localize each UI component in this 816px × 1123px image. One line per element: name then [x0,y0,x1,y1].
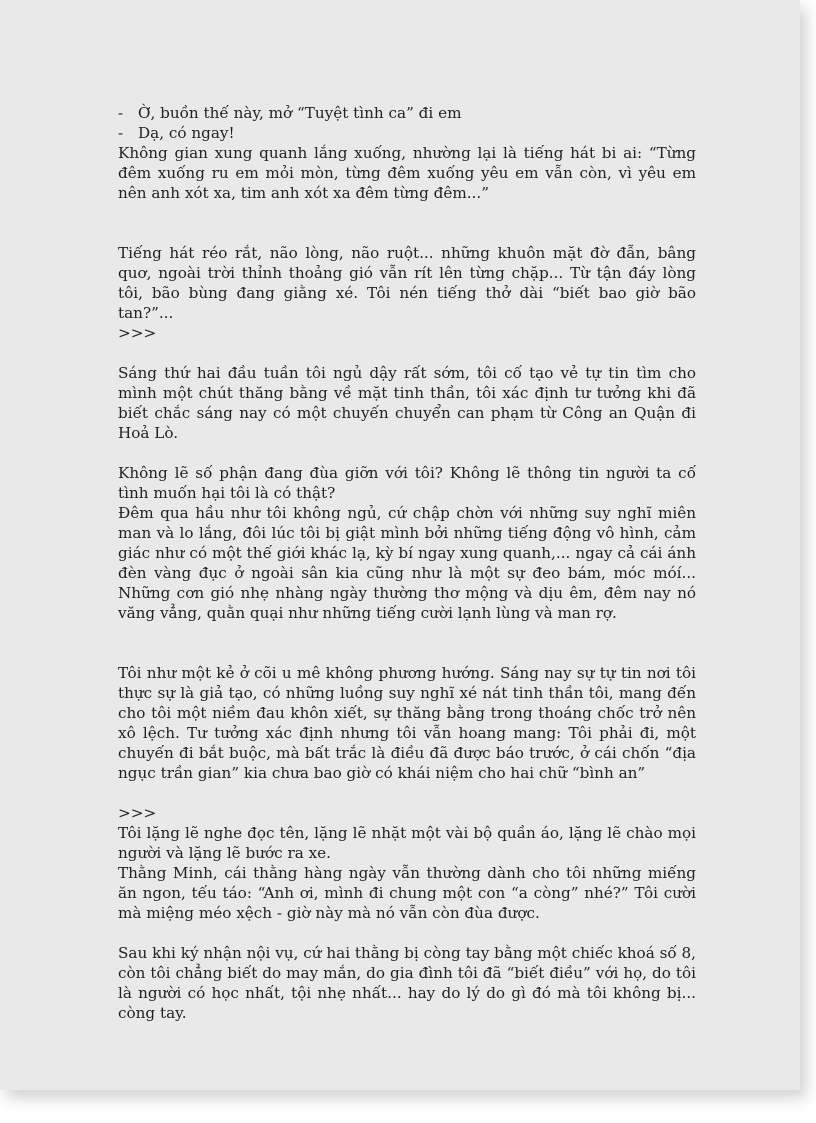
paragraph: >>> [118,324,157,342]
paragraph-spacer [118,203,696,243]
paragraph-spacer [118,343,696,363]
paragraph-spacer [118,443,696,463]
dialogue-line: - Dạ, có ngay! [118,123,696,143]
paragraph: Tôi lặng lẽ nghe đọc tên, lặng lẽ nhặt một vài bộ quần áo, lặng lẽ chào mọi người và lặng lẽ bước ra xe. [118,824,696,862]
paragraph: Sáng thứ hai đầu tuần tôi ngủ dậy rất sớm, tôi cố tạo vẻ tự tin tìm cho mình một chút thăng bằng về mặt tinh thần, tôi xác định tư tưởng khi đã biết chắc sáng nay có một chuyến chuyển can phạm từ Công an Quận đi Hoả Lò. [118,364,696,442]
paragraph-spacer [118,623,696,663]
paragraph: Không lẽ số phận đang đùa giỡn với tôi? Không lẽ thông tin người ta cố tình muốn hại tôi là có thật? [118,464,696,502]
dialogue-line: - Ờ, buồn thế này, mở “Tuyệt tình ca” đi em [118,103,696,123]
paragraph: Sau khi ký nhận nội vụ, cứ hai thằng bị còng tay bằng một chiếc khoá số 8, còn tôi chẳng biết do may mắn, do gia đình tôi đã “biết điều” với họ, do tôi là người có học nhất, tội nhẹ nhất... hay do lý do gì đó mà tôi không bị... còng tay. [118,944,696,1022]
paragraph: Tiếng hát réo rắt, não lòng, não ruột... những khuôn mặt đờ đẫn, bâng quơ, ngoài trời thỉnh thoảng gió vẫn rít lên từng chặp... Từ tận đáy lòng tôi, bão bùng đang giằng xé. Tôi nén tiếng thở dài “biết bao giờ bão tan?”... [118,244,696,322]
paragraph: Thằng Minh, cái thằng hàng ngày vẫn thường dành cho tôi những miếng ăn ngon, tếu táo: “Anh ơi, mình đi chung một con “a còng” nhé?” Tôi cười mà miệng méo xệch - giờ này mà nó vẫn còn đùa được. [118,864,696,922]
paragraph: Không gian xung quanh lắng xuống, nhường lại là tiếng hát bi ai: “Từng đêm xuống ru em mỏi mòn, từng đêm xuống yêu em vẫn còn, vì yêu em nên anh xót xa, tim anh xót xa đêm từng đêm...” [118,144,696,202]
paragraph: Đêm qua hầu như tôi không ngủ, cứ chập chờn với những suy nghĩ miên man và lo lắng, đôi lúc tôi bị giật mình bởi những tiếng động vô hình, cảm giác như có một thế giới khác lạ, kỳ bí ngay xung quanh,... ngay cả cái ánh đèn vàng đục ở ngoài sân kia cũng như là một sự đeo bám, móc móí... Những cơn gió nhẹ nhàng ngày thường thơ mộng và dịu êm, đêm nay nó văng vẳng, quằn quại như những tiếng cười lạnh lùng và man rợ. [118,504,696,622]
paragraph: Tôi như một kẻ ở cõi u mê không phương hướng. Sáng nay sự tự tin nơi tôi thực sự là giả tạo, có những luồng suy nghĩ xé nát tinh thần tôi, mang đến cho tôi một niềm đau khôn xiết, sự thăng bằng trong thoáng chốc trở nên xô lệch. Tư tưởng xác định nhưng tôi vẫn hoang mang: Tôi phải đi, một chuyến đi bắt buộc, mà bất trắc là điều đã được báo trước, ở cái chốn “địa ngục trần gian” kia chưa bao giờ có khái niệm cho hai chữ “bình an” [118,664,696,782]
paragraph-spacer [118,783,696,803]
paragraph: >>> [118,804,157,822]
paragraph-spacer [118,923,696,943]
document-text [118,103,696,1023]
